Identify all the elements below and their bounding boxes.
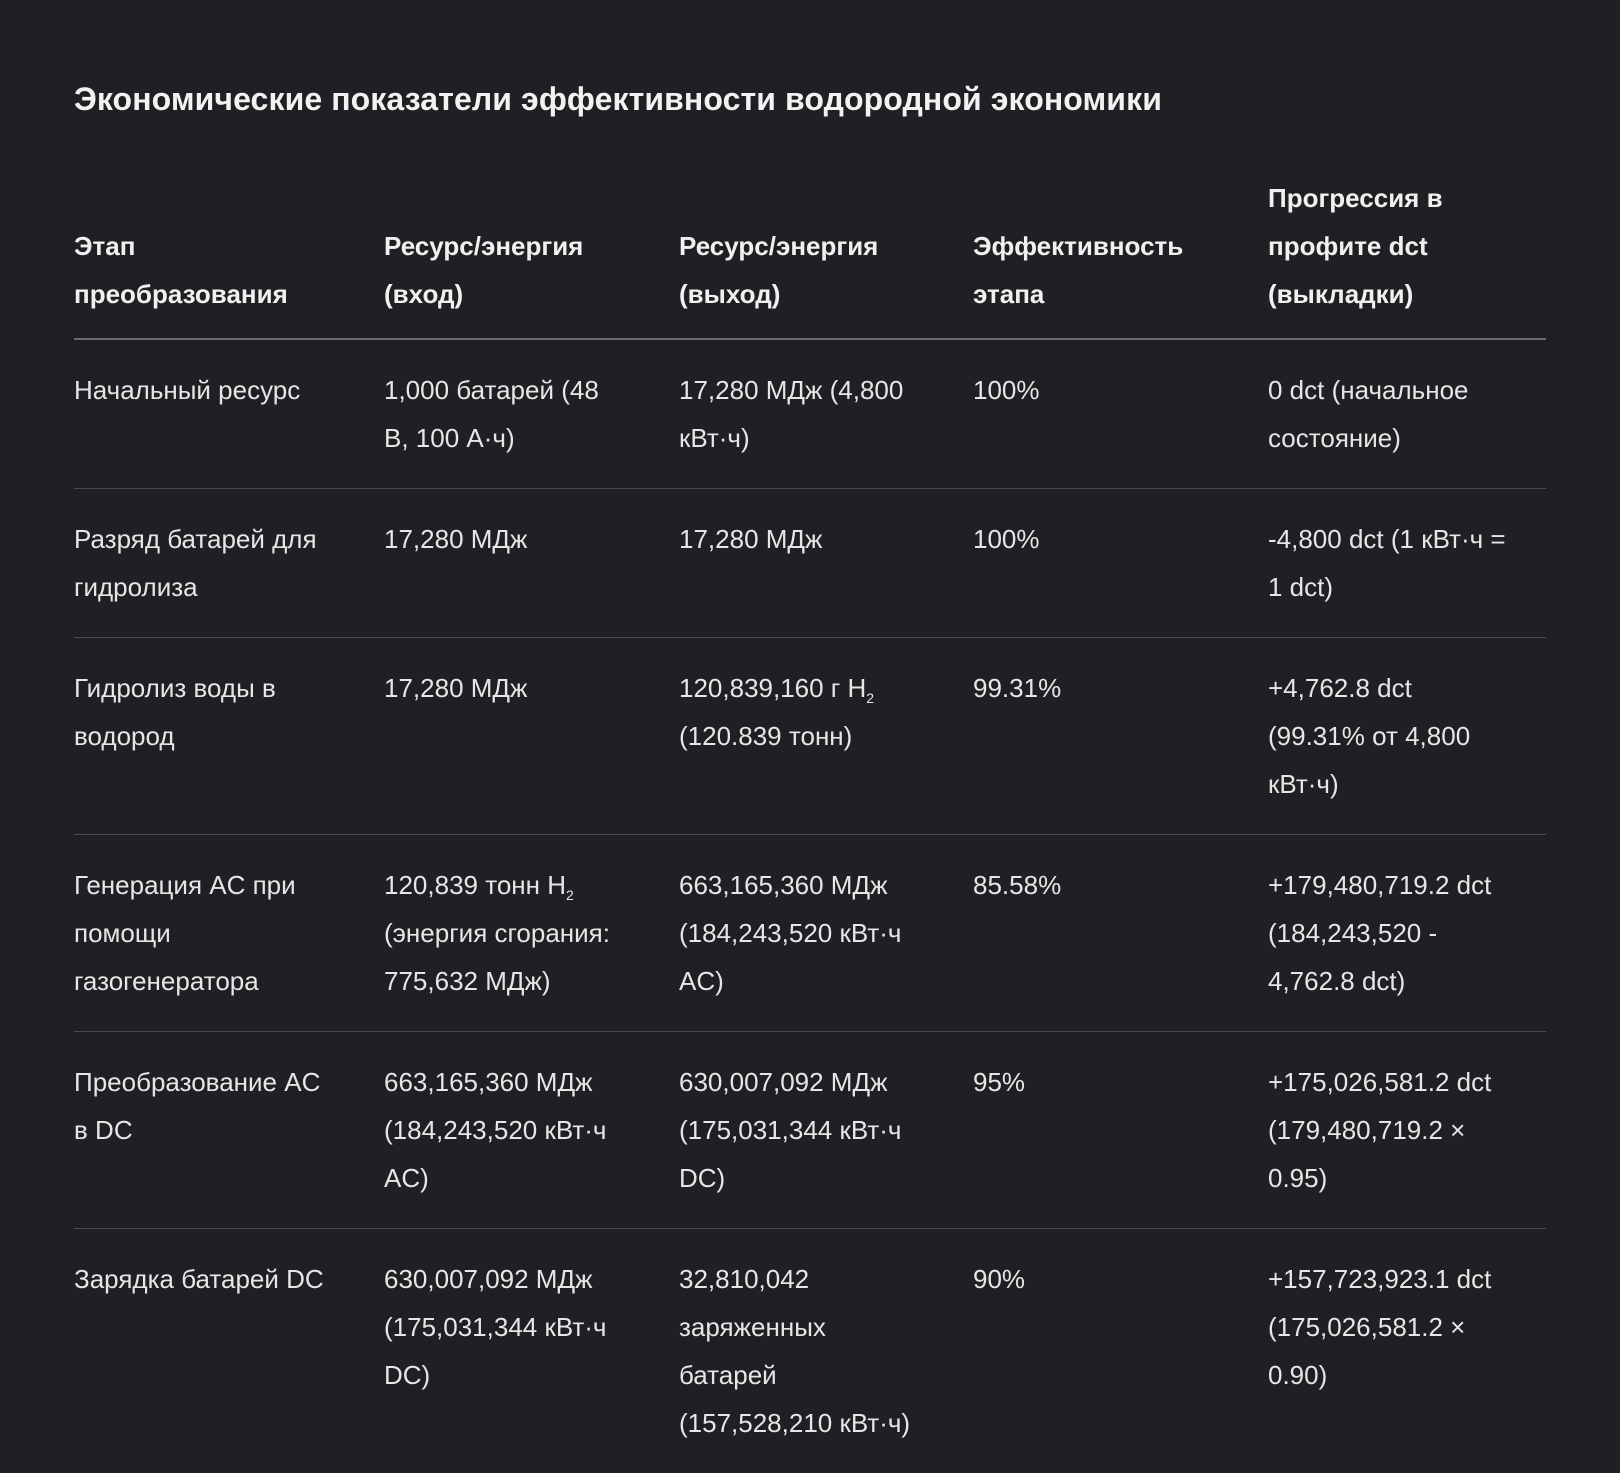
cell-stage: Разряд батарей для гидролиза [74,489,384,638]
cell-progression: +175,026,581.2 dct (179,480,719.2 × 0.95) [1268,1032,1546,1229]
header-input: Ресурс/энергия (вход) [384,174,679,339]
cell-stage: Генерация AC при помощи газогенератора [74,835,384,1032]
cell-output: 630,007,092 МДж (175,031,344 кВт·ч DC) [679,1032,973,1229]
cell-efficiency: 99.31% [973,638,1268,835]
cell-stage: Гидролиз воды в водород [74,638,384,835]
header-efficiency: Эффективность этапа [973,174,1268,339]
cell-progression: +179,480,719.2 dct (184,243,520 - 4,762.8 dct) [1268,835,1546,1032]
subscript: 2 [866,690,874,706]
document [74,62,1546,1473]
cell-input: 17,280 МДж [384,638,679,835]
subscript: 2 [566,887,574,903]
cell-output: 32,810,042 заряженных батарей (157,528,210 кВт·ч) [679,1229,973,1473]
table-row [74,489,1546,638]
cell-progression: 0 dct (начальное состояние) [1268,339,1546,489]
cell-input: 1,000 батарей (48 В, 100 А·ч) [384,339,679,489]
cell-output: 663,165,360 МДж (184,243,520 кВт·ч AC) [679,835,973,1032]
cell-input: 663,165,360 МДж (184,243,520 кВт·ч AC) [384,1032,679,1229]
cell-input: 17,280 МДж [384,489,679,638]
table-row [74,835,1546,1032]
header-stage: Этап преобразования [74,174,384,339]
cell-output: 120,839,160 г $H_2$ (120.839 тонн) [679,638,973,835]
cell-efficiency: 85.58% [973,835,1268,1032]
table-row [74,339,1546,489]
page-title: Экономические показатели эффективности водородной экономики [74,62,1546,136]
cell-output: 17,280 МДж (4,800 кВт·ч) [679,339,973,489]
table-row [74,1229,1546,1473]
cell-efficiency: 95% [973,1032,1268,1229]
cell-stage: Преобразование AC в DC [74,1032,384,1229]
efficiency-table [74,174,1546,1473]
cell-progression: +157,723,923.1 dct (175,026,581.2 × 0.90) [1268,1229,1546,1473]
cell-efficiency: 100% [973,489,1268,638]
table-header-row [74,174,1546,339]
cell-stage: Зарядка батарей DC [74,1229,384,1473]
cell-efficiency: 90% [973,1229,1268,1473]
header-output: Ресурс/энергия (выход) [679,174,973,339]
cell-progression: -4,800 dct (1 кВт·ч = 1 dct) [1268,489,1546,638]
cell-output: 17,280 МДж [679,489,973,638]
cell-input: 120,839 тонн $H_2$ (энергия сгорания: 775,632 МДж) [384,835,679,1032]
header-progression: Прогрессия в профите dct (выкладки) [1268,174,1546,339]
cell-stage: Начальный ресурс [74,339,384,489]
table-row [74,1032,1546,1229]
table-row [74,638,1546,835]
cell-input: 630,007,092 МДж (175,031,344 кВт·ч DC) [384,1229,679,1473]
cell-efficiency: 100% [973,339,1268,489]
cell-progression: +4,762.8 dct (99.31% от 4,800 кВт·ч) [1268,638,1546,835]
